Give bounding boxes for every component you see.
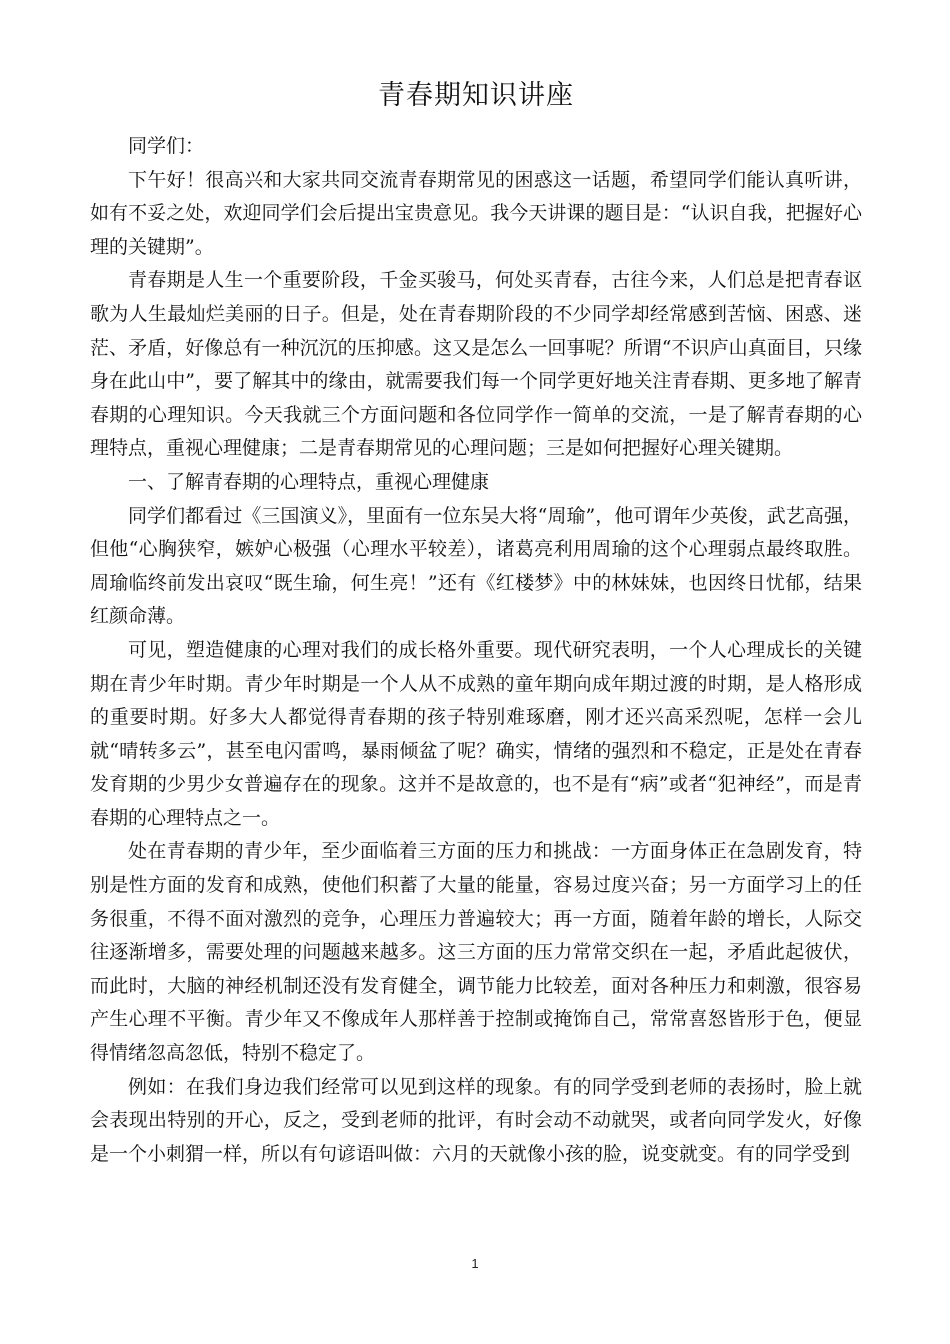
section-heading-1: 一、了解青春期的心理特点，重视心理健康: [128, 470, 490, 493]
document-page: [90, 72, 862, 1171]
psychology-importance-paragraph: 可见，塑造健康的心理对我们的成长格外重要。现代研究表明，一个人心理成长的关键期在青少年时期。青少年时期是一个人从不成熟的童年期向成年期过渡的时期，是人格形成的重要时期。好多大人都觉得青春期的孩子特别难琢磨，刚才还兴高采烈呢，怎样一会儿就“晴转多云”，甚至电闪雷鸣，暴雨倾盆了呢？确实，情绪的强烈和不稳定，正是处在青春发育期的少男少女普遍存在的现象。这并不是故意的，也不是有“病”或者“犯神经”，而是青春期的心理特点之一。: [90, 638, 862, 829]
example-paragraph: 例如：在我们身边我们经常可以见到这样的现象。有的同学受到老师的表扬时，脸上就会表现出特别的开心，反之，受到老师的批评，有时会动不动就哭，或者向同学发火，好像是一个小刺猬一样，所以有句谚语叫做：六月的天就像小孩的脸，说变就变。有的同学受到: [90, 1075, 862, 1165]
overview-paragraph: 青春期是人生一个重要阶段，千金买骏马，何处买青春，古往今来，人们总是把青春讴歌为人生最灿烂美丽的日子。但是，处在青春期阶段的不少同学却经常感到苦恼、困惑、迷茫、矛盾，好像总有一种沉沉的压抑感。这又是怎么一回事呢？所谓“不识庐山真面目，只缘身在此山中”，要了解其中的缘由，就需要我们每一个同学更好地关注青春期、更多地了解青春期的心理知识。今天我就三个方面问题和各位同学作一简单的交流，一是了解青春期的心理特点，重视心理健康；二是青春期常见的心理问题；三是如何把握好心理关键期。: [90, 269, 862, 460]
document-title: 青春期知识讲座: [378, 80, 574, 111]
page-number: 1: [471, 1256, 479, 1271]
greeting-paragraph: 同学们：: [128, 135, 205, 157]
zhouyu-paragraph: 同学们都看过《三国演义》，里面有一位东吴大将“周瑜”，他可谓年少英俊，武艺高强，但他“心胸狭窄，嫉妒心极强（心理水平较差），诸葛亮利用周瑜的这个心理弱点最终取胜。周瑜临终前发出哀叹“既生瑜，何生亮！”还有《红楼梦》中的林妹妹，也因终日忧郁，结果红颜命薄。: [90, 504, 862, 628]
intro-paragraph: 下午好！很高兴和大家共同交流青春期常见的困惑这一话题，希望同学们能认真听讲，如有不妥之处，欢迎同学们会后提出宝贵意见。我今天讲课的题目是：“认识自我，把握好心理的关键期”。: [90, 168, 862, 258]
pressure-paragraph: 处在青春期的青少年，至少面临着三方面的压力和挑战：一方面身体正在急剧发育，特别是性方面的发育和成熟，使他们积蓄了大量的能量，容易过度兴奋；另一方面学习上的任务很重，不得不面对激烈的竞争，心理压力普遍较大；再一方面，随着年龄的增长，人际交往逐渐增多，需要处理的问题越来越多。这三方面的压力常常交织在一起，矛盾此起彼伏，而此时，大脑的神经机制还没有发育健全，调节能力比较差，面对各种压力和刺激，很容易产生心理不平衡。青少年又不像成年人那样善于控制或掩饰自己，常常喜怒皆形于色，便显得情绪忽高忽低，特别不稳定了。: [90, 840, 862, 1065]
